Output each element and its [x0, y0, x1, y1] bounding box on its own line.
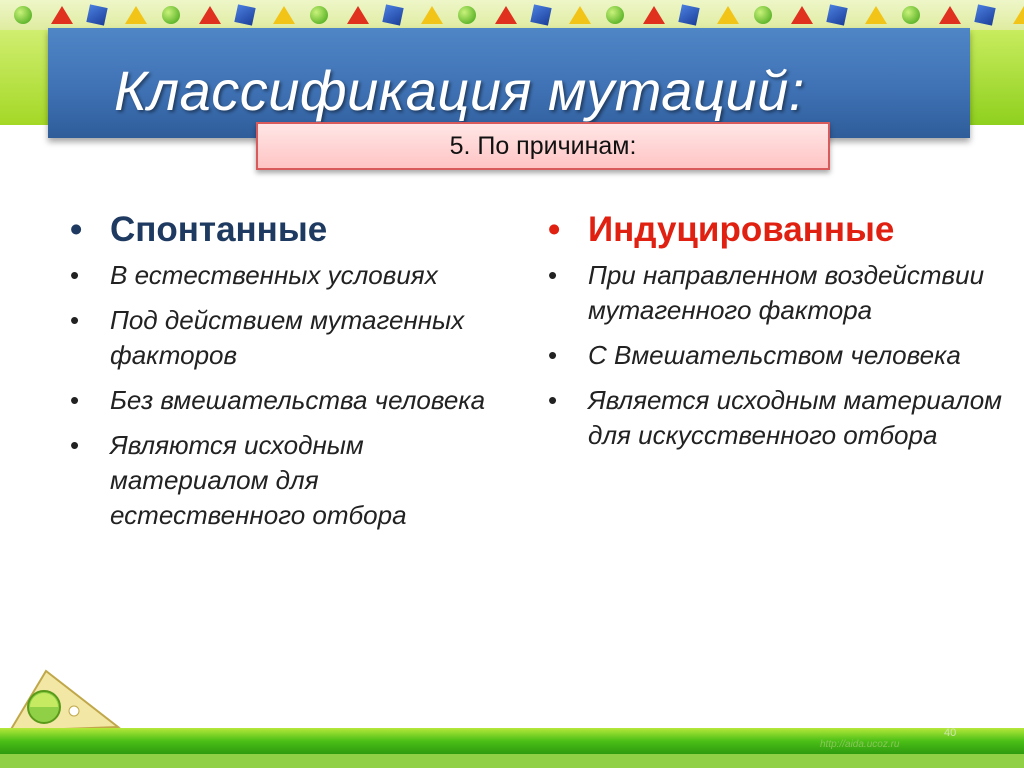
list-item	[70, 383, 510, 418]
blue-cube-icon	[530, 4, 551, 25]
yellow-triangle-icon	[125, 6, 147, 24]
list-item-text: В естественных условиях	[110, 260, 438, 290]
list-item	[548, 258, 1008, 328]
yellow-triangle-icon	[865, 6, 887, 24]
blue-cube-icon	[974, 4, 995, 25]
green-ball-icon	[310, 6, 328, 24]
left-column	[70, 206, 510, 543]
list-item	[70, 258, 510, 293]
list-item-text: При направленном воздействии мутагенного фактора	[588, 260, 985, 325]
green-ball-icon	[458, 6, 476, 24]
red-pyramid-icon	[51, 6, 73, 24]
yellow-triangle-icon	[1013, 6, 1024, 24]
page-number: 40	[944, 727, 957, 739]
list-item-text: Без вмешательства человека	[110, 385, 486, 415]
red-pyramid-icon	[643, 6, 665, 24]
left-green-band	[0, 30, 48, 125]
list-item-text: Под действием мутагенных факторов	[110, 305, 465, 370]
yellow-triangle-icon	[421, 6, 443, 24]
green-ball-icon	[14, 6, 32, 24]
green-ball-icon	[902, 6, 920, 24]
watermark: http://aida.ucoz.ru	[820, 739, 900, 750]
blue-cube-icon	[826, 4, 847, 25]
bullet-icon: •	[70, 210, 83, 249]
red-pyramid-icon	[791, 6, 813, 24]
ruler-triangle-icon	[6, 665, 126, 735]
bullet-icon: •	[548, 260, 558, 290]
red-pyramid-icon	[495, 6, 517, 24]
list-item	[70, 303, 510, 373]
blue-cube-icon	[234, 4, 255, 25]
right-column-heading	[548, 206, 1008, 254]
bullet-icon: •	[548, 385, 558, 415]
green-ball-icon	[754, 6, 772, 24]
yellow-triangle-icon	[717, 6, 739, 24]
list-item	[548, 383, 1008, 453]
bottom-light-stripe	[0, 754, 1024, 768]
bullet-icon: •	[548, 210, 561, 249]
list-item-text: Являются исходным материалом для естественного отбора	[110, 430, 407, 530]
slide-title: Классификация мутаций:	[114, 59, 805, 122]
left-column-heading	[70, 206, 510, 254]
bullet-icon: •	[70, 260, 80, 290]
bullet-icon: •	[548, 340, 558, 370]
green-ball-icon	[162, 6, 180, 24]
bullet-icon: •	[70, 430, 80, 460]
heading-text: Спонтанные	[110, 210, 328, 249]
blue-cube-icon	[678, 4, 699, 25]
yellow-triangle-icon	[273, 6, 295, 24]
list-item-text: С Вмешательством человека	[588, 340, 961, 370]
red-pyramid-icon	[347, 6, 369, 24]
heading-text: Индуцированные	[588, 210, 895, 249]
blue-cube-icon	[86, 4, 107, 25]
right-green-band	[969, 30, 1024, 125]
list-item-text: Является исходным материалом для искусственного отбора	[588, 385, 1002, 450]
red-pyramid-icon	[939, 6, 961, 24]
slide-subtitle: 5. По причинам:	[449, 132, 637, 160]
bullet-icon: •	[70, 305, 80, 335]
bullet-icon: •	[70, 385, 80, 415]
yellow-triangle-icon	[569, 6, 591, 24]
list-item	[70, 428, 510, 533]
red-pyramid-icon	[199, 6, 221, 24]
green-ball-icon	[606, 6, 624, 24]
list-item	[548, 338, 1008, 373]
blue-cube-icon	[382, 4, 403, 25]
subtitle-box	[256, 122, 830, 170]
right-column	[548, 206, 1008, 463]
